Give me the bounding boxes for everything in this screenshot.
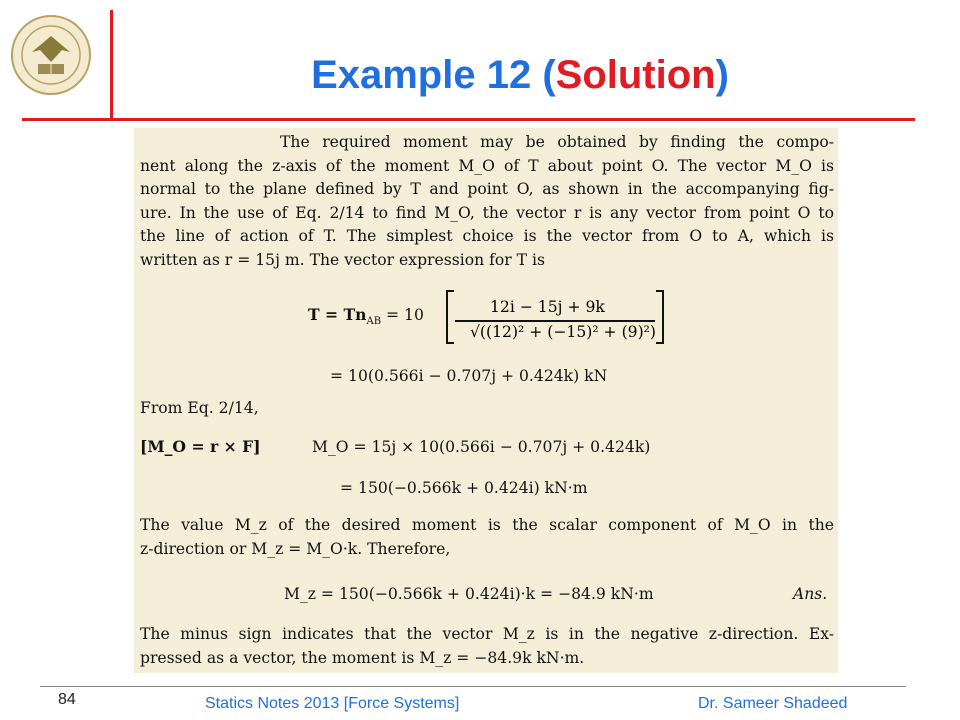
minus-line: pressed as a vector, the moment is M_z = −84.9k kN·m.: [140, 648, 585, 667]
title-divider-horizontal: [22, 118, 915, 121]
intro-line: ure. In the use of Eq. 2/14 to find M_O, the vector r is any vector from point O to: [140, 203, 834, 222]
minus-line: The minus sign indicates that the vector M_z is in the negative z-direction. Ex-: [140, 625, 834, 643]
intro-line: nent along the z-axis of the moment M_O of T about point O. The vector M_O is: [140, 156, 834, 175]
footer-course-title: Statics Notes 2013 [Force Systems]: [205, 695, 460, 712]
intro-line: normal to the plane defined by T and point O, as shown in the accompanying fig-: [140, 180, 834, 198]
intro-line: written as r = 15j m. The vector expression for T is: [140, 250, 546, 269]
university-seal-icon: [10, 14, 92, 96]
equation-mo: M_O = 15j × 10(0.566i − 0.707j + 0.424k): [312, 438, 651, 456]
value-line: z-direction or M_z = M_O·k. Therefore,: [140, 539, 451, 558]
equation-mo-result: = 150(−0.566k + 0.424i) kN·m: [340, 479, 588, 497]
value-line: The value M_z of the desired moment is the scalar component of M_O in the: [140, 516, 834, 534]
fraction-numerator: 12i − 15j + 9k: [490, 298, 605, 316]
intro-line: the line of action of T. The simplest choice is the vector from O to A, which is: [140, 227, 834, 245]
right-bracket: [656, 290, 664, 344]
left-bracket: [446, 290, 454, 344]
fraction-denominator: √((12)² + (−15)² + (9)²): [470, 323, 656, 341]
minus-paragraph: [140, 623, 834, 670]
title-divider-vertical: [110, 10, 113, 120]
fraction-bar: [455, 320, 655, 322]
equation-t-result: = 10(0.566i − 0.707j + 0.424k) kN: [330, 367, 608, 385]
value-paragraph: [140, 514, 834, 561]
footer-author: Dr. Sameer Shadeed: [698, 695, 848, 712]
intro-paragraph: [140, 131, 834, 272]
footer-divider: [40, 686, 906, 687]
from-eq-label: From Eq. 2/14,: [140, 399, 259, 417]
answer-label: Ans.: [793, 585, 828, 603]
page-title: Example 12 (Solution): [311, 53, 729, 97]
equation-mz: M_z = 150(−0.566k + 0.424i)·k = −84.9 kN·m: [284, 585, 654, 603]
page-number: 84: [58, 691, 76, 708]
moment-formula-ref: [M_O = r × F]: [140, 437, 261, 456]
intro-line: The required moment may be obtained by finding the compo-: [280, 133, 834, 151]
equation-t-vector: $T = Tn_{AB} = 10$: [308, 305, 424, 328]
